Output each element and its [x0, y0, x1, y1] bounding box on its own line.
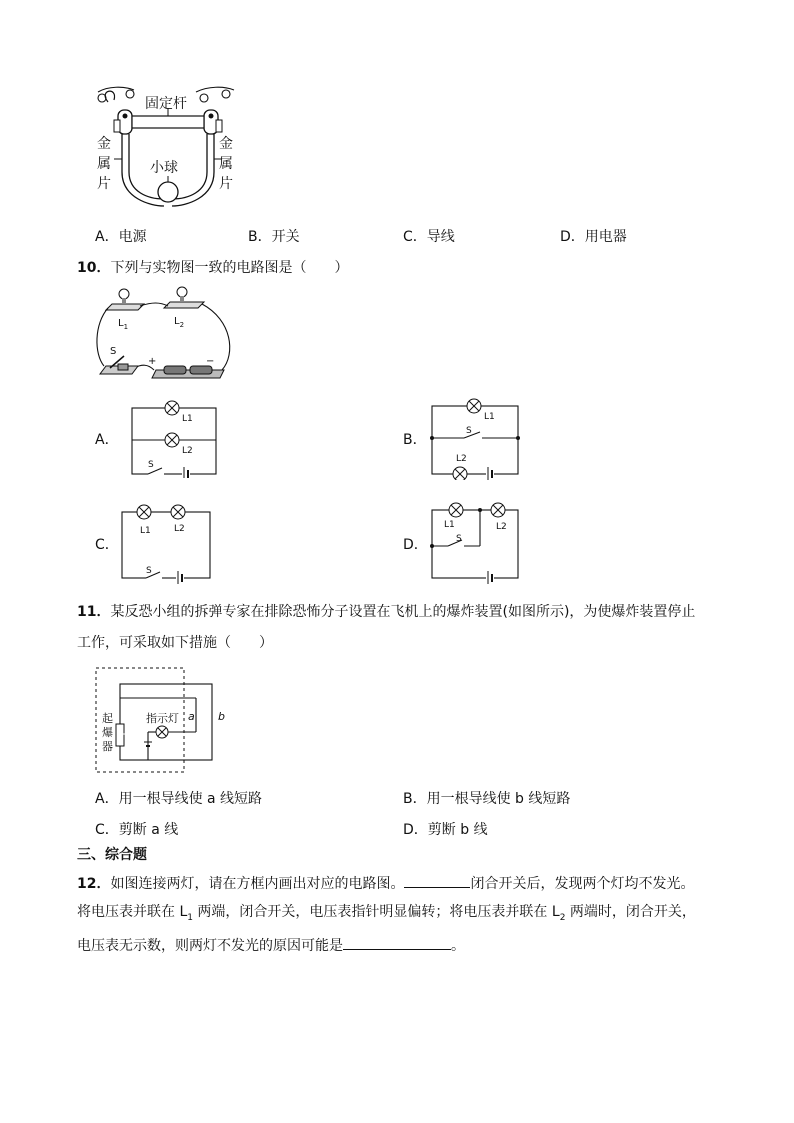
q10-stem	[77, 258, 348, 278]
q10-option-b-letter[interactable]: B．	[403, 432, 427, 448]
q10-d-label-s: S	[456, 534, 462, 544]
q10-c-label-l2: L2	[174, 524, 185, 534]
q10-stem-text: 下列与实物图一致的电路图是（ ）	[110, 260, 349, 276]
q10-option-a-circuit	[128, 398, 220, 478]
fig9-label-ball: 小球	[150, 160, 178, 176]
q10-c-label-s: S	[146, 566, 152, 576]
q9-option-d[interactable]: D．用电器	[560, 229, 627, 245]
figure-q10-physical-circuit	[92, 284, 237, 384]
q12-number: 12．	[77, 876, 111, 892]
q10-option-d-letter[interactable]: D．	[403, 537, 428, 553]
q10-photo-label-l1: $L_1$	[118, 318, 129, 331]
q11-fig-label-a: a	[188, 710, 195, 723]
q10-option-b-circuit	[428, 396, 522, 480]
q11-stem-line2: 工作，可采取如下措施（ ）	[77, 635, 273, 651]
q11-option-c[interactable]: C．剪断 a 线	[95, 822, 179, 838]
q10-option-d-circuit	[428, 498, 522, 584]
q10-photo-label-plus: +	[148, 356, 157, 367]
q11-fig-indicator: 指示灯	[146, 712, 179, 725]
q10-b-label-l1: L1	[484, 412, 495, 422]
q11-fig-detonator: 起 爆 器	[102, 712, 113, 753]
q11-option-a[interactable]: A．用一根导线使 a 线短路	[95, 791, 263, 807]
q10-photo-label-l2: $L_2$	[174, 316, 185, 329]
q10-c-label-l1: L1	[140, 526, 151, 536]
q9-option-a[interactable]: A．电源	[95, 229, 147, 245]
q10-photo-label-s: S	[110, 346, 117, 357]
section-3-title: 三、综合题	[77, 847, 147, 863]
q10-a-label-s: S	[148, 460, 154, 470]
q10-option-a-letter[interactable]: A．	[95, 432, 119, 448]
q10-a-label-l2: L2	[182, 446, 193, 456]
q11-fig-label-b: b	[218, 710, 225, 723]
fig9-label-left-metal: 金 属 片	[97, 136, 111, 192]
q9-option-c[interactable]: C．导线	[403, 229, 455, 245]
q12-blank-2[interactable]	[343, 933, 451, 950]
q12-blank-1[interactable]	[404, 871, 470, 888]
q10-d-label-l2: L2	[496, 522, 507, 532]
q10-d-label-l1: L1	[444, 520, 455, 530]
q12-line3: 电压表无示数，则两灯不发光的原因可能是 。	[77, 933, 465, 956]
q10-a-label-l1: L1	[182, 414, 193, 424]
q10-number: 10．	[77, 260, 111, 276]
q10-b-label-l2: L2	[456, 454, 467, 464]
q11-number: 11．	[77, 604, 111, 620]
q11-option-b[interactable]: B．用一根导线使 b 线短路	[403, 791, 571, 807]
q10-b-label-s: S	[466, 426, 472, 436]
q9-option-b[interactable]: B．开关	[248, 229, 300, 245]
q10-option-c-circuit	[118, 500, 214, 584]
fig9-label-right-metal: 金 属 片	[219, 136, 233, 192]
q10-photo-label-minus: −	[206, 356, 215, 367]
q11-stem-line1: 11．某反恐小组的拆弹专家在排除恐怖分子设置在飞机上的爆炸装置(如图所示)，为使爆炸装置停止	[77, 604, 696, 620]
q10-option-c-letter[interactable]: C．	[95, 537, 119, 553]
q11-option-d[interactable]: D．剪断 b 线	[403, 822, 488, 838]
q12-line1: 12．如图连接两灯，请在方框内画出对应的电路图。 闭合开关后，发现两个灯均不发光。	[77, 871, 694, 894]
fig9-label-rod: 固定杆	[145, 96, 187, 112]
q12-line2: 将电压表并联在 $L_1$ 两端，闭合开关，电压表指针明显偏转；将电压表并联在 $L_2$ 两端时，闭合开关，	[77, 904, 696, 923]
